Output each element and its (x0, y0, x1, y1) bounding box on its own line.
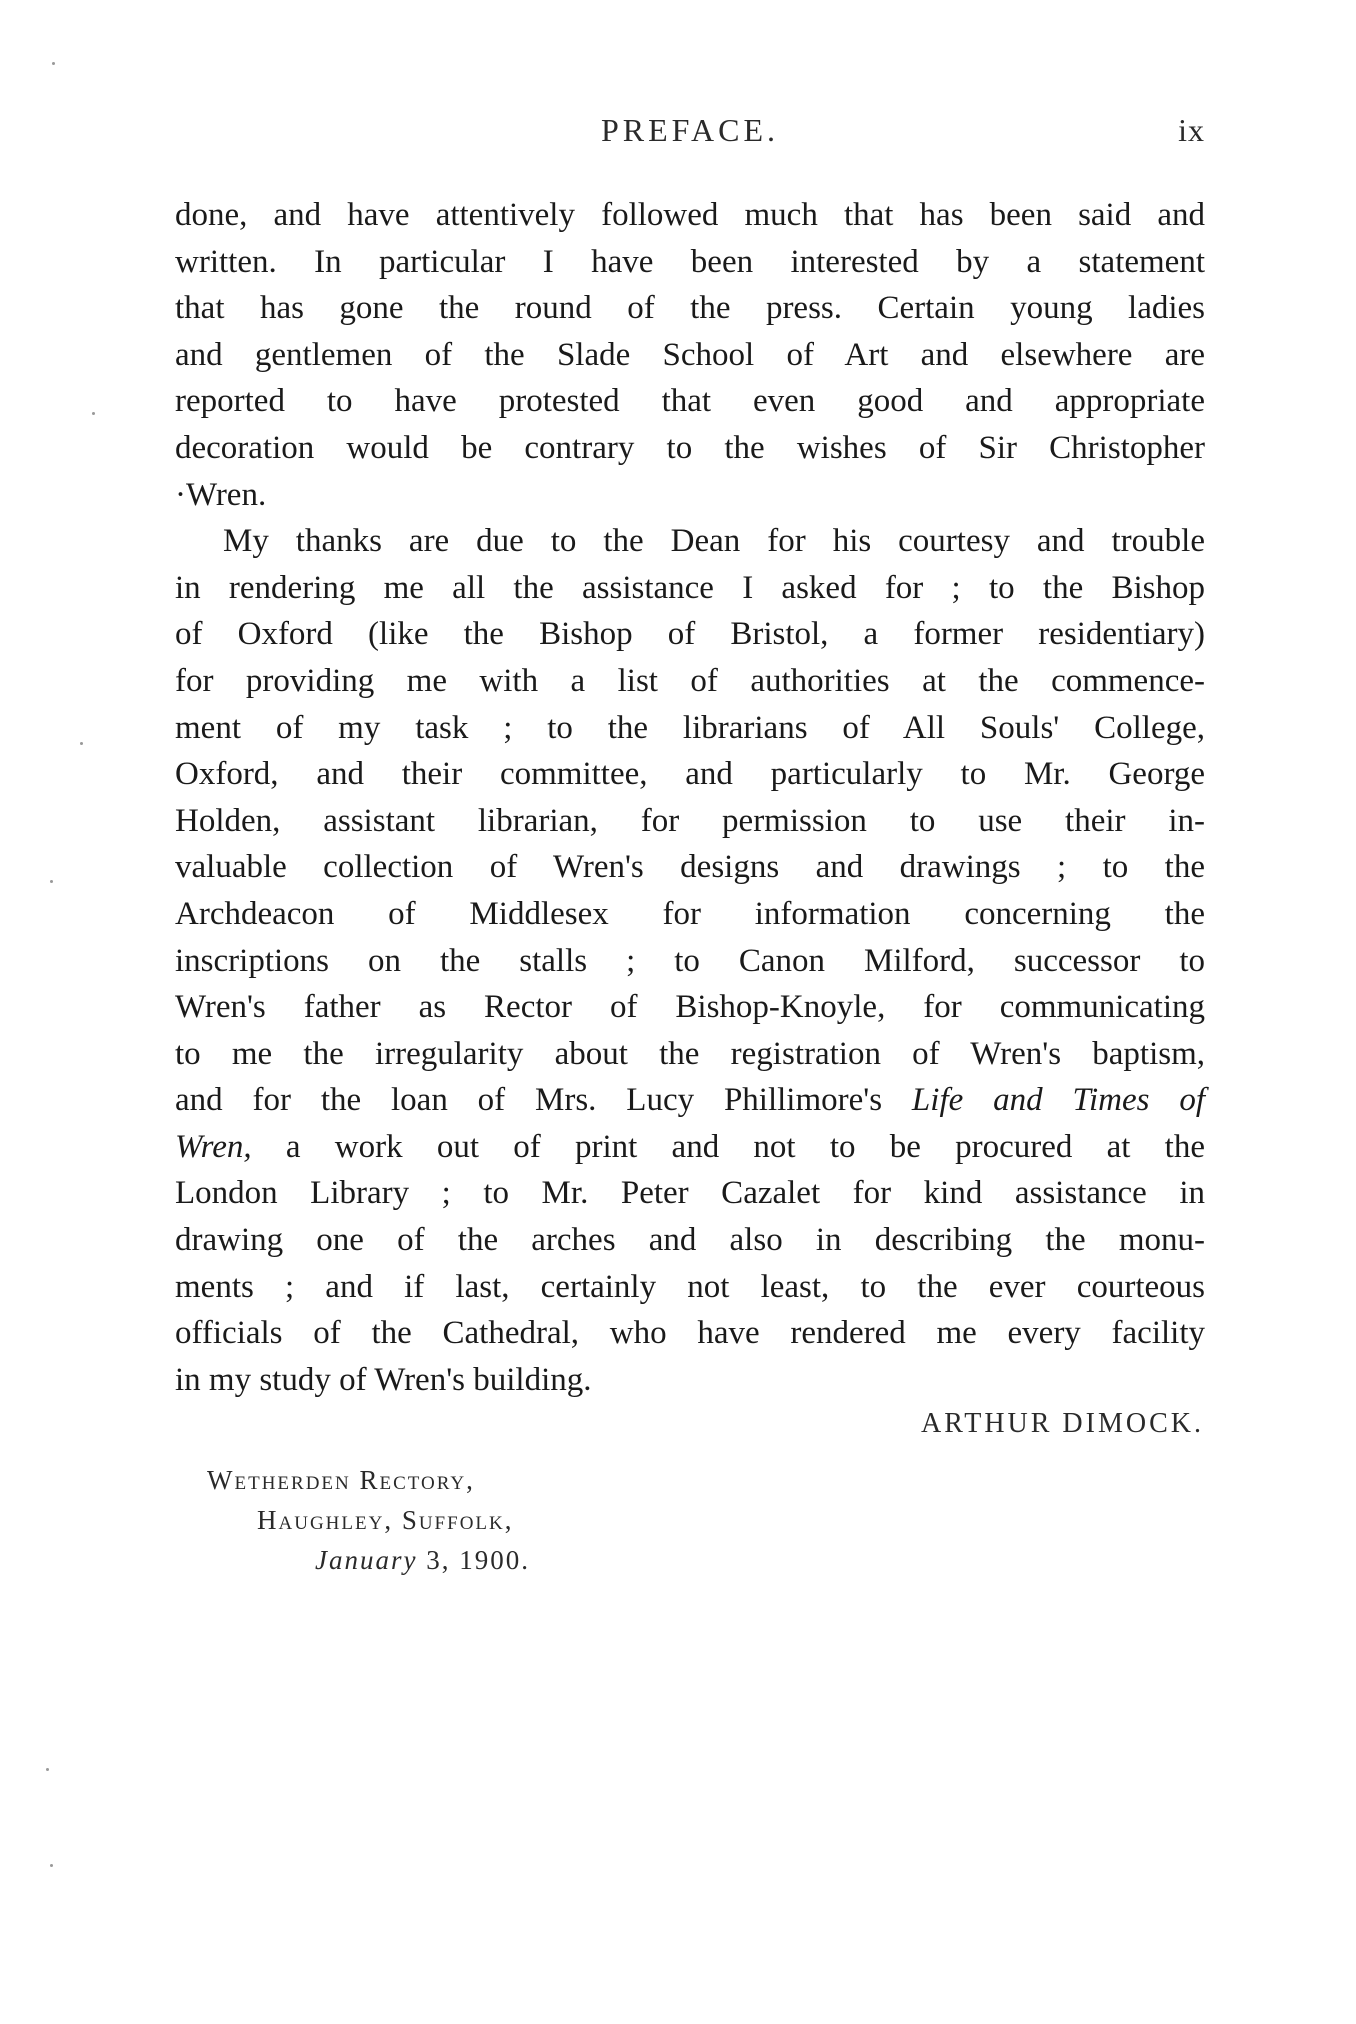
text-line: drawing one of the arches and also in describing the monu- (175, 1222, 1205, 1259)
text-line: for providing me with a list of authorities at the commence- (175, 662, 1205, 699)
text-line: that has gone the round of the press. Certain young ladies (175, 290, 1205, 327)
text-line: inscriptions on the stalls ; to Canon Milford, successor to (175, 942, 1205, 979)
scan-speck (50, 880, 53, 883)
text-line: in my study of Wren's building. (175, 1361, 592, 1398)
text-line: ments ; and if last, certainly not least, to the ever courteous (175, 1268, 1205, 1305)
author-signature: ARTHUR DIMOCK. (921, 1408, 1204, 1439)
scan-speck (46, 1768, 49, 1771)
address-line: Wetherden Rectory, (207, 1465, 475, 1495)
text-line: ment of my task ; to the librarians of All Souls' College, (175, 709, 1205, 746)
book-title-italic: Wren, (175, 1128, 252, 1165)
text-line: Holden, assistant librarian, for permission to use their in- (175, 802, 1205, 839)
page-number: ix (1178, 112, 1205, 148)
scan-speck (92, 412, 95, 415)
text-run: a work out of print and not to be procured at the (251, 1128, 1205, 1165)
text-line: to me the irregularity about the registration of Wren's baptism, (175, 1035, 1205, 1072)
text-line: decoration would be contrary to the wishes of Sir Christopher (175, 429, 1205, 466)
scan-speck (50, 1864, 53, 1867)
text-line (175, 1124, 1205, 1171)
text-line (175, 1077, 1205, 1124)
text-line: valuable collection of Wren's designs and drawings ; to the (175, 849, 1205, 886)
date-month: January (315, 1545, 418, 1575)
scan-speck (52, 62, 55, 65)
address-block (207, 1460, 530, 1580)
text-line: written. In particular I have been interested by a statement (175, 243, 1205, 280)
running-title: PREFACE. (600, 112, 780, 148)
text-line: reported to have protested that even good and appropriate (175, 383, 1205, 420)
text-line: My thanks are due to the Dean for his courtesy and trouble (223, 523, 1205, 560)
text-line: officials of the Cathedral, who have rendered me every facility (175, 1315, 1205, 1352)
text-line: done, and have attentively followed much that has been said and (175, 197, 1205, 233)
text-line: and gentlemen of the Slade School of Art and elsewhere are (175, 336, 1205, 373)
scan-speck (80, 742, 83, 745)
text-run: and for the loan of Mrs. Lucy Phillimore's (175, 1082, 912, 1119)
text-line: of Oxford (like the Bishop of Bristol, a former residentiary) (175, 616, 1205, 653)
address-line: Haughley, Suffolk, (257, 1505, 514, 1535)
text-line: Wren's father as Rector of Bishop-Knoyle, for communicating (175, 989, 1205, 1026)
date-line (207, 1540, 530, 1580)
running-head (175, 112, 1205, 152)
date-rest: 3, 1900. (417, 1545, 530, 1575)
text-line: Archdeacon of Middlesex for information concerning the (175, 895, 1205, 932)
text-line: London Library ; to Mr. Peter Cazalet for kind assistance in (175, 1175, 1205, 1212)
text-line: ·Wren. (175, 476, 267, 513)
text-line: in rendering me all the assistance I asked for ; to the Bishop (175, 569, 1205, 606)
text-line: Oxford, and their committee, and particularly to Mr. George (175, 756, 1205, 793)
book-title-italic: Life and Times of (911, 1082, 1206, 1119)
body-text (175, 192, 1205, 1403)
